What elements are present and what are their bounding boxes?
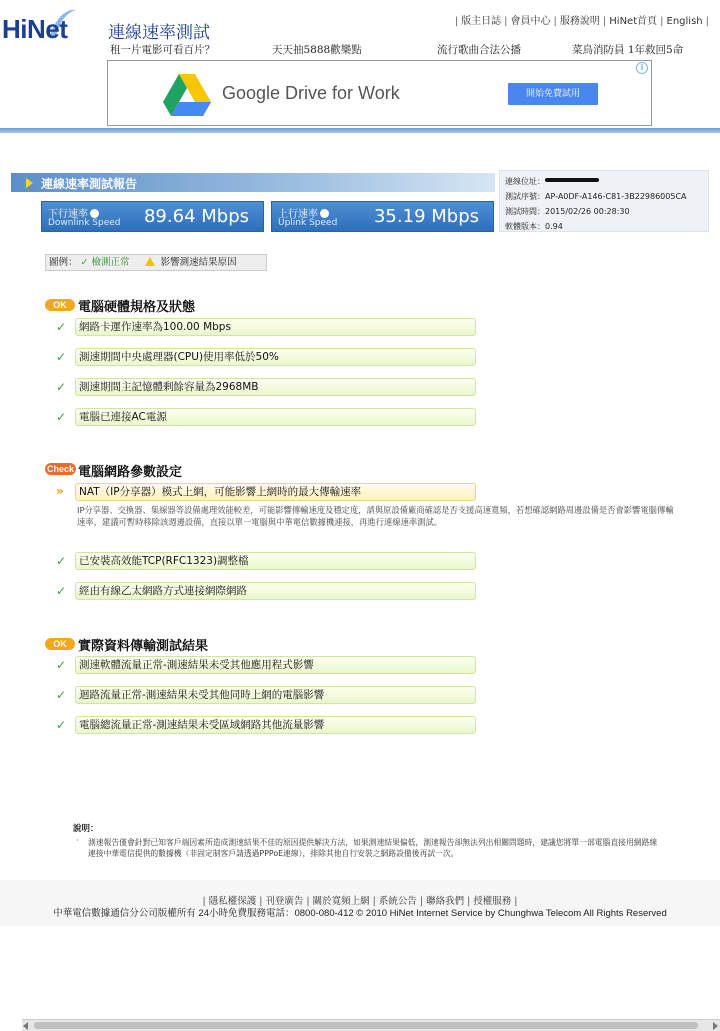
serial-row: 測試序號：AP-A0DF-A146-C81-3B22986005CA: [505, 192, 687, 201]
link-help[interactable]: 服務說明: [559, 16, 600, 27]
ad-info-icon[interactable]: i: [636, 62, 648, 74]
check-icon: ✓: [56, 554, 67, 568]
test-time-row: 測試時間：2015/02/26 00:28:30: [505, 207, 630, 216]
list-item: 測速期間主記憶體剩餘容量為2968MB: [75, 378, 476, 396]
link-hinet-home[interactable]: HiNet首頁: [609, 16, 658, 27]
promo-link-1[interactable]: 租一片電影可看百片？: [110, 44, 215, 56]
upload-arrow-icon: [320, 209, 329, 218]
download-speed-box: [41, 201, 264, 232]
logo-text: HiNet: [2, 14, 68, 44]
upload-speed-value: 35.19 Mbps: [373, 206, 479, 227]
download-label-en: Downlink Speed: [48, 218, 121, 228]
download-speed-value: 89.64 Mbps: [143, 206, 249, 227]
warning-item: NAT（IP分享器）模式上網，可能影響上網時的最大傳輸速率: [75, 483, 476, 501]
download-label: 下行速率: [48, 205, 99, 220]
upload-label: 上行速率: [278, 205, 329, 220]
note-title: 說明：: [73, 824, 99, 834]
status-badge-ok: OK: [45, 299, 75, 311]
section-title-hardware: 電腦硬體規格及狀態: [78, 300, 196, 315]
upload-speed-box: [271, 201, 494, 232]
ip-address-row: 連線位址：: [505, 174, 703, 189]
masked-ip: [545, 178, 599, 182]
check-icon: ✓: [56, 350, 67, 364]
promo-link-4[interactable]: 菜鳥消防員 1年救回5命: [572, 44, 684, 56]
version-row: 軟體版本：0.94: [505, 222, 563, 231]
note-text: 測速報告僅會針對已知客戶端因素所造成測速結果不佳的原因提供解決方法，如果測速結果偏低，測速報告卻無法列出相關問題時，建議您將單一部電腦直接用網路線連接中華電信提供的數據機（非固定制客戶請透過PPPoE連線），排除其他自行安裝之網路設備後再試一次。: [88, 838, 658, 858]
report-title: 連線速率測試報告: [41, 177, 138, 191]
hinet-logo[interactable]: [2, 6, 100, 50]
scroll-right-icon[interactable]: [713, 1022, 718, 1030]
ad-text: Google Drive for Work: [222, 83, 400, 103]
list-item: 測速軟體流量正常-測速結果未受其他應用程式影響: [75, 656, 476, 674]
ad-banner[interactable]: [107, 60, 652, 126]
check-icon: ✓: [56, 688, 67, 702]
report-title-bar: [11, 173, 495, 192]
list-item: 已安裝高效能TCP(RFC1323)調整檔: [75, 552, 476, 570]
download-arrow-icon: [90, 209, 99, 218]
footer-link-contact[interactable]: 聯絡我們: [426, 896, 465, 907]
google-drive-icon: [163, 74, 211, 116]
legend: 圖例： ✓ 檢測正常 影響測速結果原因: [45, 254, 267, 271]
promo-link-3[interactable]: 流行歌曲合法公播: [437, 44, 521, 56]
upload-label-en: Uplink Speed: [278, 218, 338, 228]
legend-ok-label: 檢測正常: [91, 257, 130, 268]
horizontal-scrollbar[interactable]: [22, 1019, 720, 1031]
footer-link-licensing[interactable]: 授權服務: [473, 896, 512, 907]
check-icon: ✓: [56, 380, 67, 394]
check-icon: ✓: [56, 584, 67, 598]
list-item: 網路卡運作速率為100.00 Mbps: [75, 318, 476, 336]
status-badge-ok: OK: [45, 638, 75, 650]
check-icon: ✓: [56, 718, 67, 732]
footer-link-announcements[interactable]: 系統公告: [378, 896, 417, 907]
check-icon: ✓: [56, 320, 67, 334]
section-title-transfer: 實際資料傳輸測試結果: [78, 639, 209, 654]
test-info-panel: [499, 170, 709, 232]
footer-links: | 隱私權保護 | 刊登廣告 | 關於寬頻上網 | 系統公告 | 聯絡我們 | 授權服務 |: [202, 896, 518, 907]
scrollbar-thumb[interactable]: [34, 1022, 698, 1029]
list-item: 測速期間中央處理器(CPU)使用率低於50%: [75, 348, 476, 366]
promo-link-2[interactable]: 天天抽5888歡樂點: [272, 44, 362, 56]
scroll-left-icon[interactable]: [23, 1022, 28, 1030]
status-badge-check: Check: [46, 464, 74, 474]
legend-warn-label: 影響測速結果原因: [160, 257, 237, 268]
check-icon: ✓: [80, 257, 89, 268]
link-english[interactable]: English: [666, 16, 703, 27]
check-icon: ✓: [56, 658, 67, 672]
footer-link-privacy[interactable]: 隱私權保護: [208, 896, 257, 907]
free-trial-button[interactable]: 開始免費試用: [508, 83, 598, 105]
list-item: 迴路流量正常-測速結果未受其他同時上網的電腦影響: [75, 686, 476, 704]
play-arrow-icon: [26, 178, 33, 188]
warning-description: IP分享器、交換器、集線器等設備處理效能較差，可能影響傳輸速度及穩定度，請與原設備廠商確認是否支援高速寬頻，若想確認網路周邊設備是否會影響電腦傳輸速率，建議可暫時移除該週邊設備，直接以單一電腦與中華電信數據機連接，再進行連線速率測試。: [77, 505, 674, 527]
double-chevron-icon: »: [56, 484, 61, 498]
footer-link-broadband[interactable]: 關於寬頻上網: [312, 896, 370, 907]
warning-icon: [145, 257, 155, 266]
list-item: 電腦已連接AC電源: [75, 408, 476, 426]
check-icon: ✓: [56, 410, 67, 424]
link-blog[interactable]: 版主日誌: [461, 16, 502, 27]
link-member[interactable]: 會員中心: [510, 16, 551, 27]
list-item: 電腦總流量正常-測速結果未受區域網路其他流量影響: [75, 716, 476, 734]
copyright: 中華電信數據通信分公司版權所有 24小時免費服務電話：0800-080-412 © 2010 HiNet Internet Service by Chunghwa Telecom All Rights Reserved: [53, 908, 667, 919]
list-item: 經由有線乙太網路方式連接網際網路: [75, 582, 476, 600]
footer-link-ads[interactable]: 刊登廣告: [265, 896, 304, 907]
page-title: 連線速率測試: [108, 23, 210, 43]
header-divider: [0, 128, 720, 133]
note-bullet: ‧: [76, 836, 79, 845]
top-nav-links: | 版主日誌 | 會員中心 | 服務說明 | HiNet首頁 | English |: [454, 16, 709, 27]
section-title-network: 電腦網路參數設定: [78, 465, 183, 480]
